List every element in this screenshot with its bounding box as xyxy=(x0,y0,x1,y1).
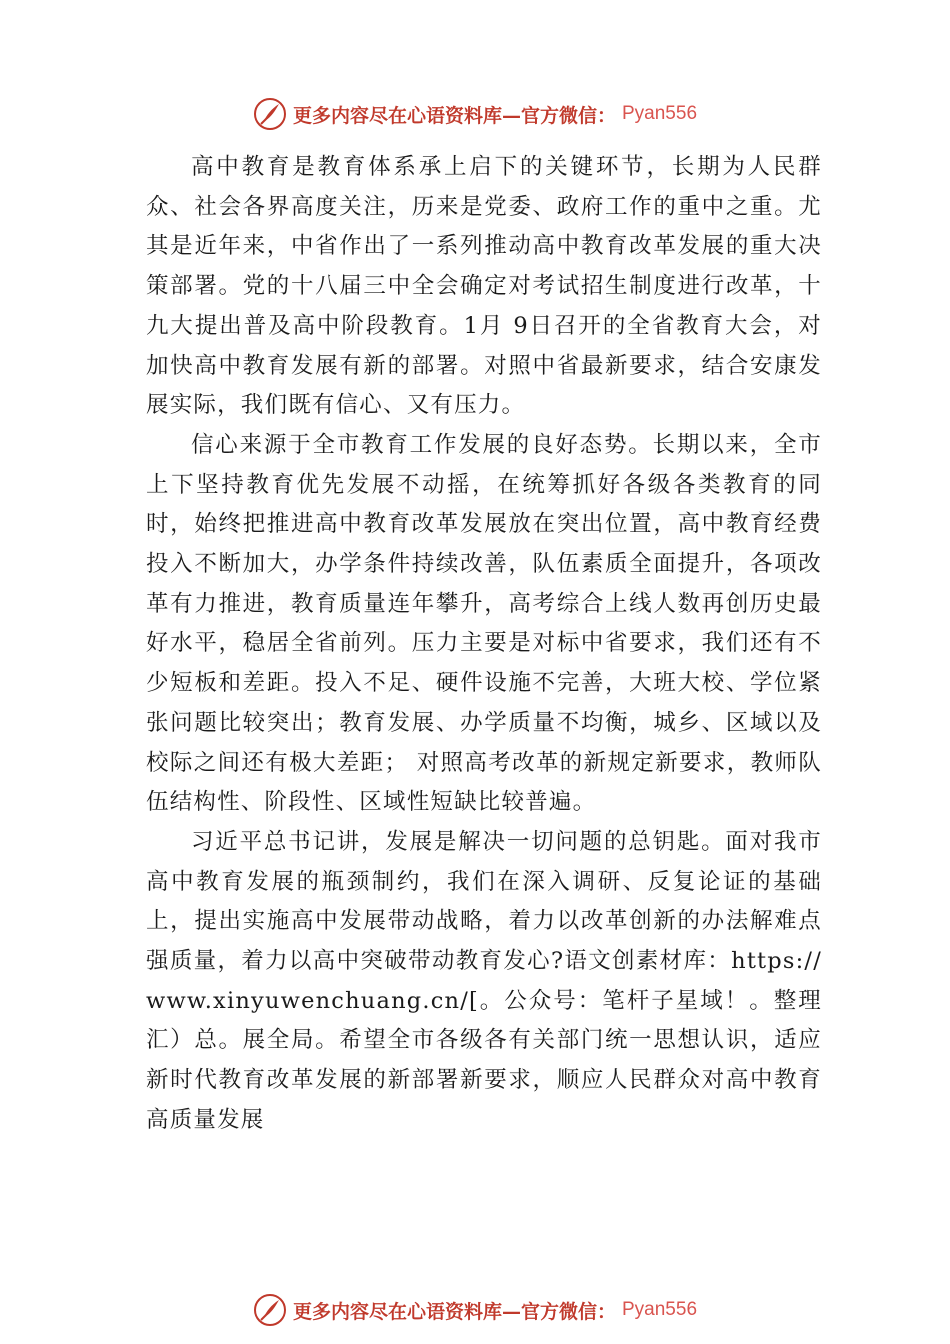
header-wechat-id: Pyan556 xyxy=(622,103,698,124)
footer-watermark-banner xyxy=(0,1290,950,1330)
header-watermark-banner xyxy=(0,94,950,134)
footer-wechat-id: Pyan556 xyxy=(622,1299,698,1320)
paragraph-1: 高中教育是教育体系承上启下的关键环节，长期为人民群众、社会各界高度关注，历来是党委、政府工作的重中之重。尤其是近年来，中省作出了一系列推动高中教育改革发展的重大决策部署。党的十八届三中全会确定对考试招生制度进行改革，十九大提出普及高中阶段教育。1月 9日召开的全省教育大会，对加快高中教育发展有新的部署。对照中省最新要求，结合安康发展实际，我们既有信心、又有压力。 xyxy=(146,154,822,419)
header-banner-text: 更多内容尽在心语资料库—官方微信： xyxy=(292,104,616,127)
paragraph-2: 信心来源于全市教育工作发展的良好态势。长期以来，全市上下坚持教育优先发展不动摇，在统筹抓好各级各类教育的同时，始终把推进高中教育改革发展放在突出位置，高中教育经费投入不断加大，办学条件持续改善，队伍素质全面提升，各项改革有力推进，教育质量连年攀升，高考综合上线人数再创历史最好水平，稳居全省前列。压力主要是对标中省要求，我们还有不少短板和差距。投入不足、硬件设施不完善，大班大校、学位紧张问题比较突出；教育发展、办学质量不均衡，城乡、区域以及校际之间还有极大差距； 对照高考改革的新规定新要求，教师队伍结构性、阶段性、区域性短缺比较普遍。 xyxy=(146,431,822,816)
paragraph-3: 习近平总书记讲，发展是解决一切问题的总钥匙。面对我市高中教育发展的瓶颈制约，我们在深入调研、反复论证的基础上，提出实施高中发展带动战略，着力以改革创新的办法解难点强质量，着力以高中突破带动教育发心?语文创素材库：https://www.xinyuwenchuang.cn/[。公众号：笔杆子星域！。整理汇）总。展全局。希望全市各级各有关部门统一思想认识，适应新时代教育改革发展的新部署新要求，顺应人民群众对高中教育高质量发展 xyxy=(146,828,822,1133)
footer-banner-text: 更多内容尽在心语资料库—官方微信： xyxy=(292,1300,616,1323)
quill-logo-icon xyxy=(253,97,287,131)
document-body xyxy=(146,148,822,1141)
quill-logo-icon xyxy=(253,1293,287,1327)
